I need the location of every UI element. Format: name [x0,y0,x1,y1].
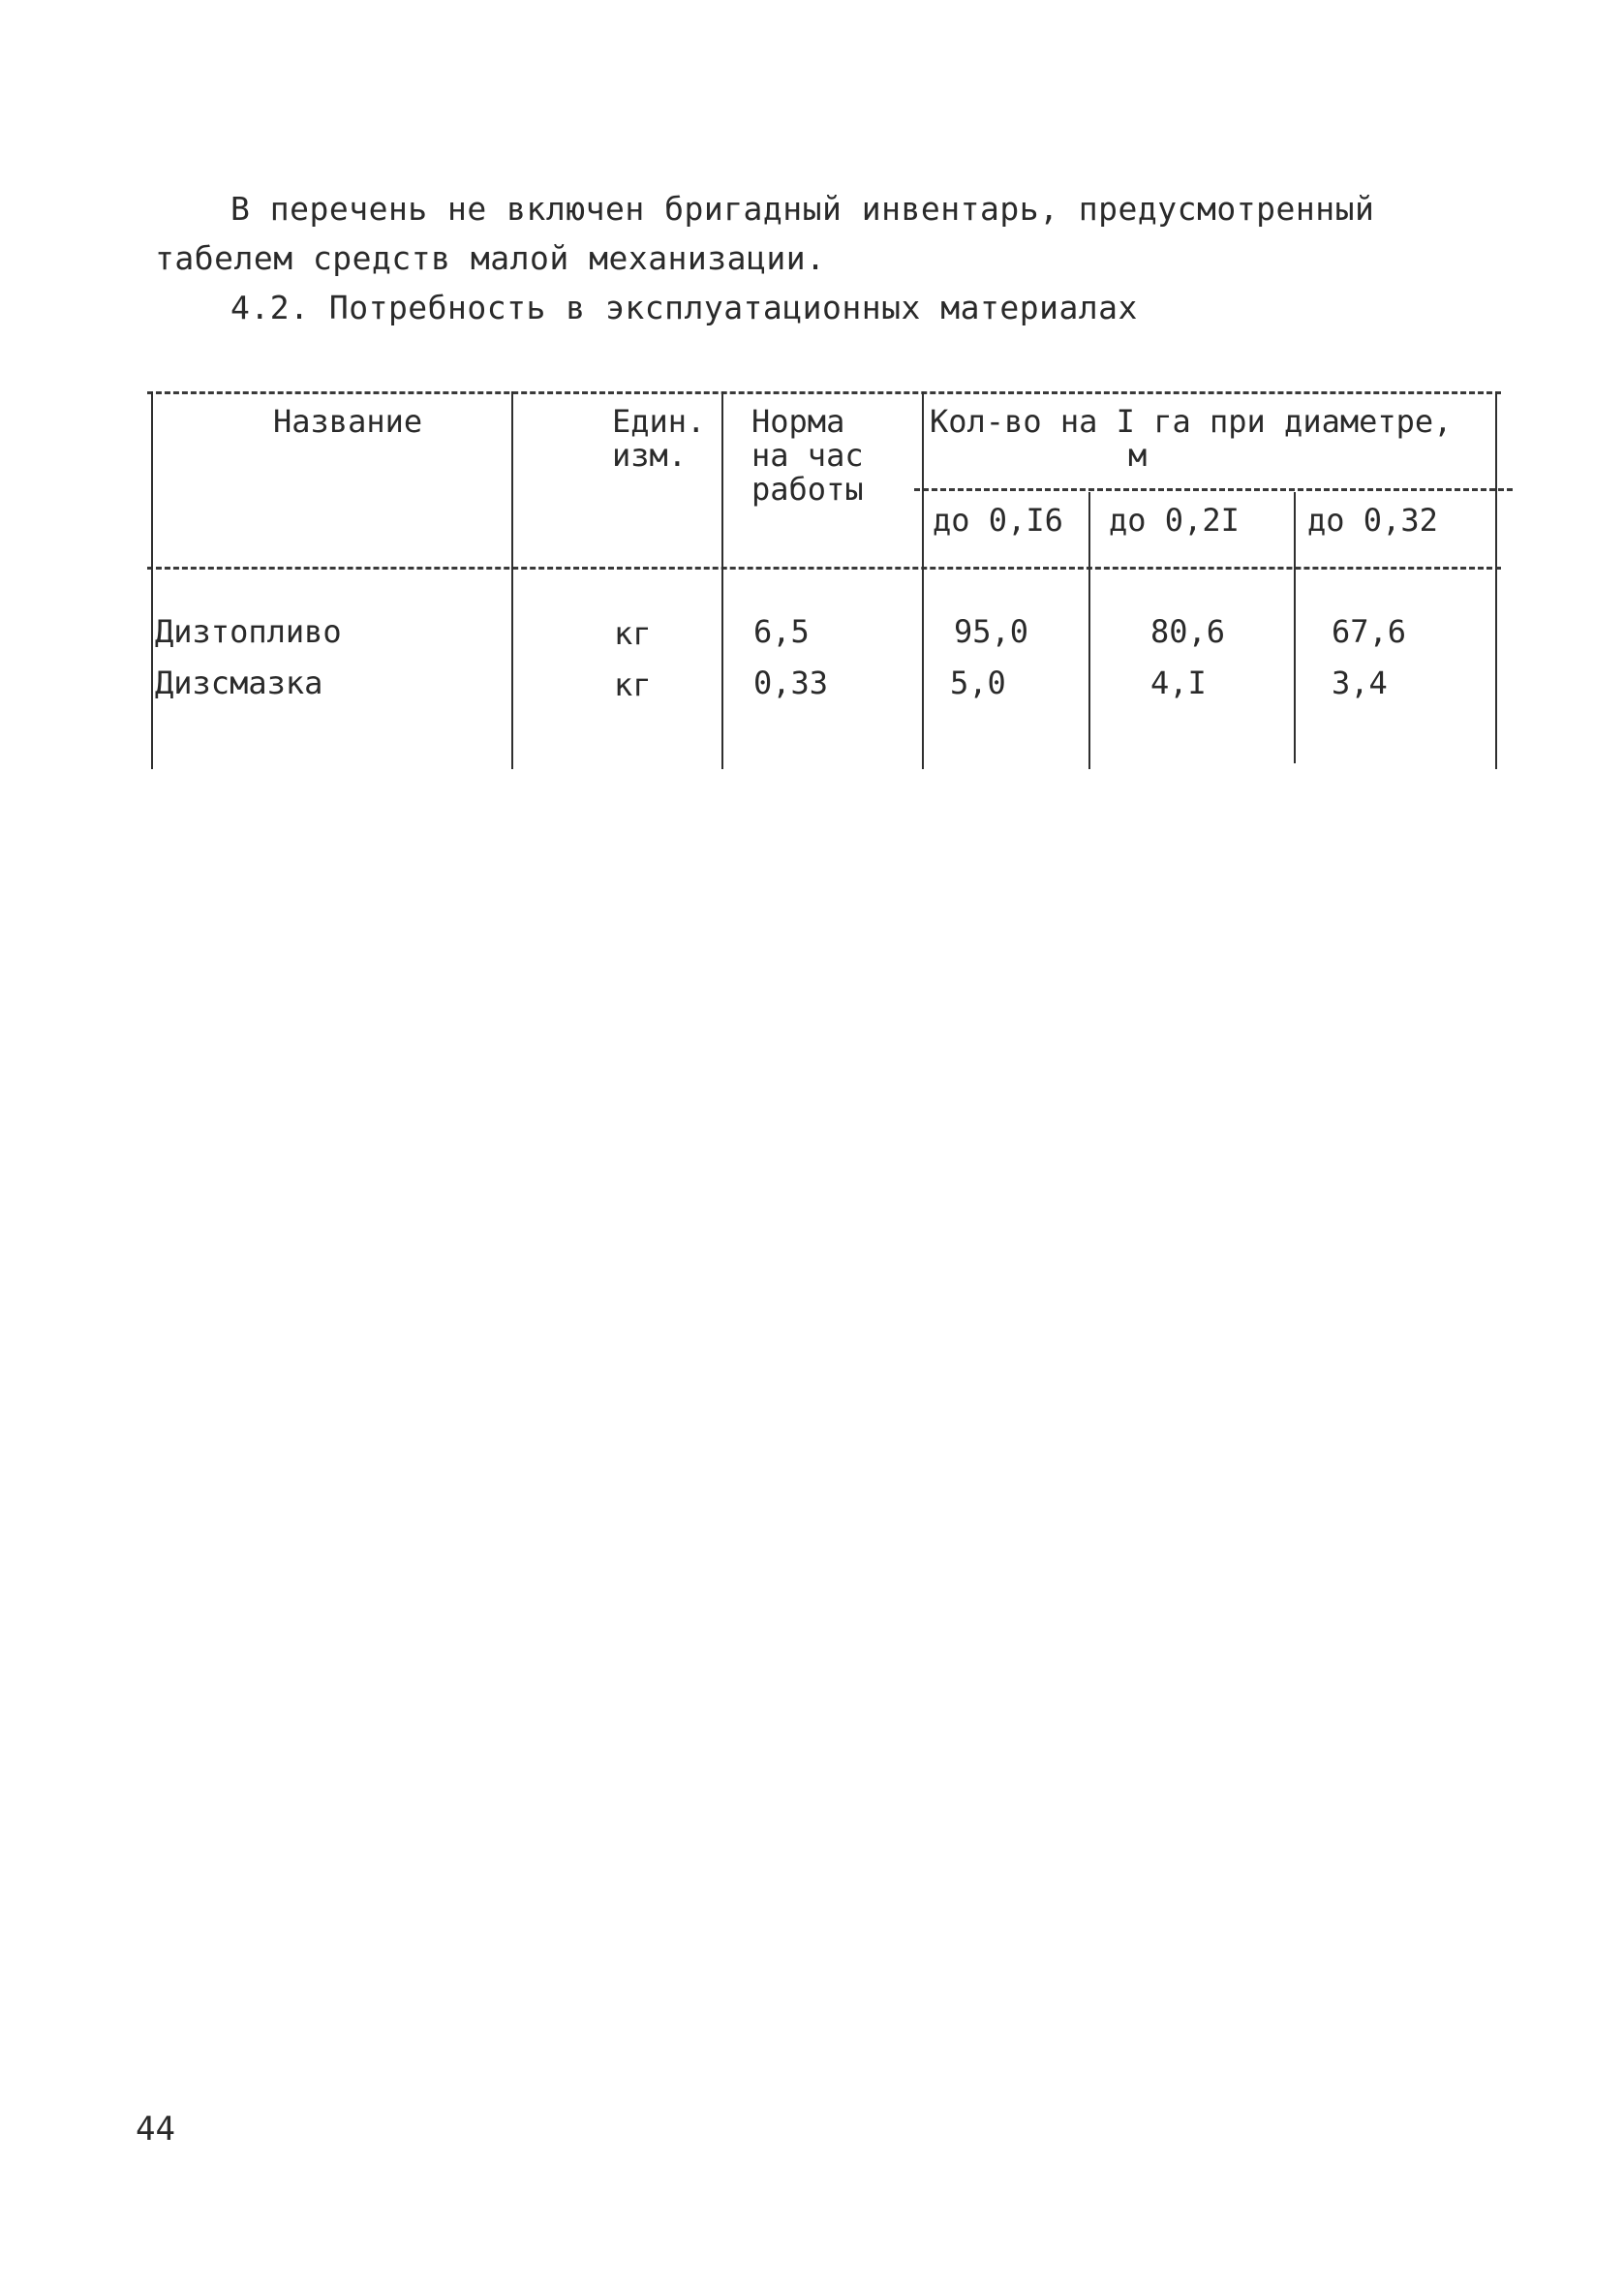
row1-d016: 95,0 [954,613,1029,650]
row2-d032: 3,4 [1332,665,1388,701]
row2-d021: 4,I [1150,665,1207,701]
materials-table [0,0,1624,872]
row1-d021: 80,6 [1150,613,1226,650]
subheader-d021: до 0,2I [1109,502,1240,539]
header-name: Название [273,403,423,440]
row2-unit: кг [614,666,652,703]
intro-line-1: В перечень не включен бригадный инвентарь, предусмотренный [230,190,1375,228]
col-divider-norm-qty [922,391,924,769]
col-divider-d016-d021 [1088,492,1090,769]
subheader-d032: до 0,32 [1307,502,1438,539]
table-subheader-rule [914,488,1513,491]
header-qty-line1: Кол-во на I га при диаметре, [930,403,1453,440]
table-left-border [151,391,153,769]
col-divider-name-unit [511,391,513,769]
col-divider-unit-norm [721,391,723,769]
row1-unit: кг [614,615,652,652]
row2-norm: 0,33 [753,665,829,701]
row1-name: Дизтопливо [155,613,342,650]
intro-line-2: табелем средств малой механизации. [155,239,826,277]
header-norm-line2: на час [751,437,864,474]
header-norm-line1: Норма [751,403,845,440]
header-norm-line3: работы [751,471,864,508]
col-divider-d021-d032 [1294,492,1296,763]
table-top-rule [147,391,1501,394]
table-right-border [1495,391,1497,769]
subheader-d016: до 0,I6 [933,502,1063,539]
header-qty-line2: м [1128,437,1148,474]
row1-d032: 67,6 [1332,613,1407,650]
row1-norm: 6,5 [753,613,810,650]
table-header-bottom-rule [147,567,1501,570]
page-number: 44 [136,2110,175,2149]
header-unit-line2: изм. [612,437,688,474]
section-heading: 4.2. Потребность в эксплуатационных материалах [230,289,1138,326]
row2-name: Дизсмазка [155,665,323,701]
row2-d016: 5,0 [950,665,1006,701]
header-unit-line1: Един. [612,403,706,440]
